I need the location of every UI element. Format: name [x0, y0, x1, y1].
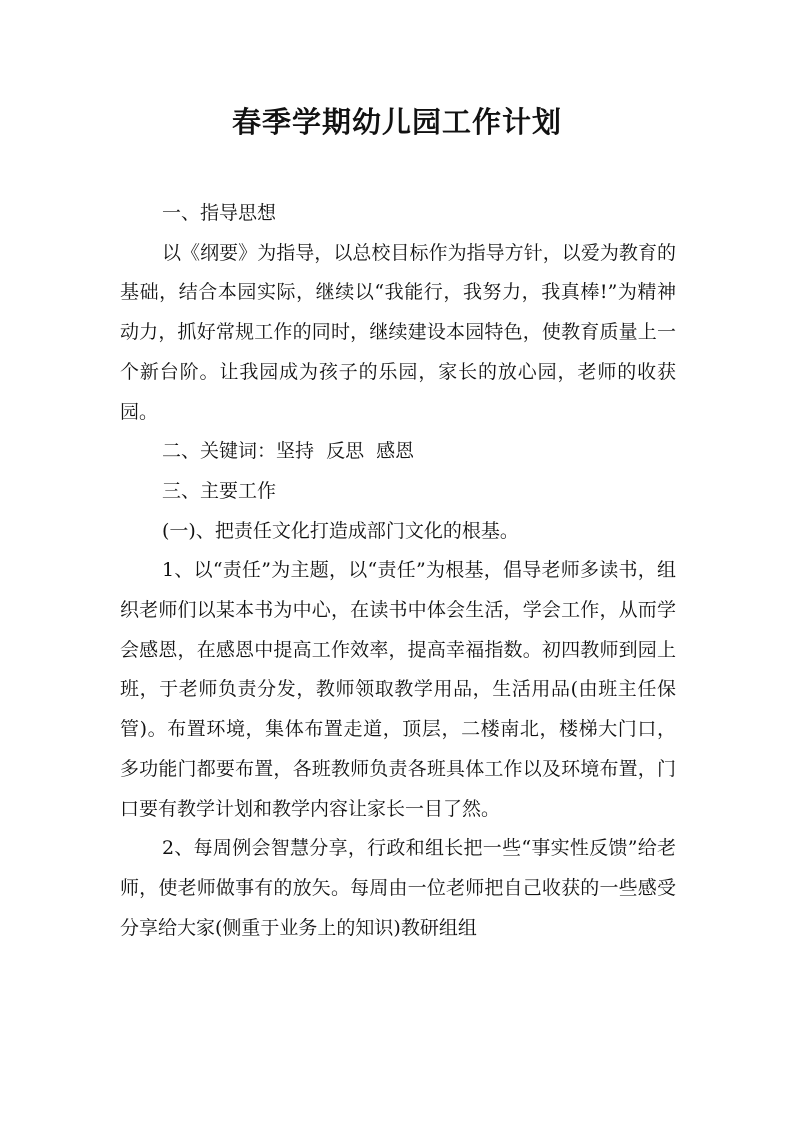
section-heading-main-work: 三、主要工作 — [162, 479, 277, 502]
paragraph-item-2: 2、每周例会智慧分享，行政和组长把一些“事实性反馈”给老师，使老师做事有的放矢。每周由一位老师把自己收获的一些感受分享给大家(侧重于业务上的知识)教研组组 — [120, 837, 676, 939]
document-body — [120, 194, 676, 948]
section-heading-keywords: 二、关键词：坚持 反思 感恩 — [162, 440, 415, 463]
document-title: 春季学期幼儿园工作计划 — [231, 105, 562, 139]
subsection-heading-responsibility-culture: (一)、把责任文化打造成部门文化的根基。 — [162, 519, 519, 542]
paragraph-item-1: 1、以“责任”为主题，以“责任”为根基，倡导老师多读书，组织老师们以某本书为中心，在读书中体会生活，学会工作，从而学会感恩，在感恩中提高工作效率，提高幸福指数。初四教师到园上班，于老师负责分发，教师领取教学用品，生活用品(由班主任保管)。布置环境，集体布置走道，顶层，二楼南北，楼梯大门口，多功能门都要布置，各班教师负责各班具体工作以及环境布置，门口要有教学计划和教学内容让家长一目了然。 — [120, 559, 676, 820]
section-heading-guiding-ideology: 一、指导思想 — [162, 202, 277, 224]
paragraph-guiding-ideology: 以《纲要》为指导，以总校目标作为指导方针，以爱为教育的基础，结合本园实际，继续以“我能行，我努力，我真棒!”为精神动力，抓好常规工作的同时，继续建设本园特色，使教育质量上一个新台阶。让我园成为孩子的乐园，家长的放心园，老师的收获园。 — [120, 241, 676, 423]
